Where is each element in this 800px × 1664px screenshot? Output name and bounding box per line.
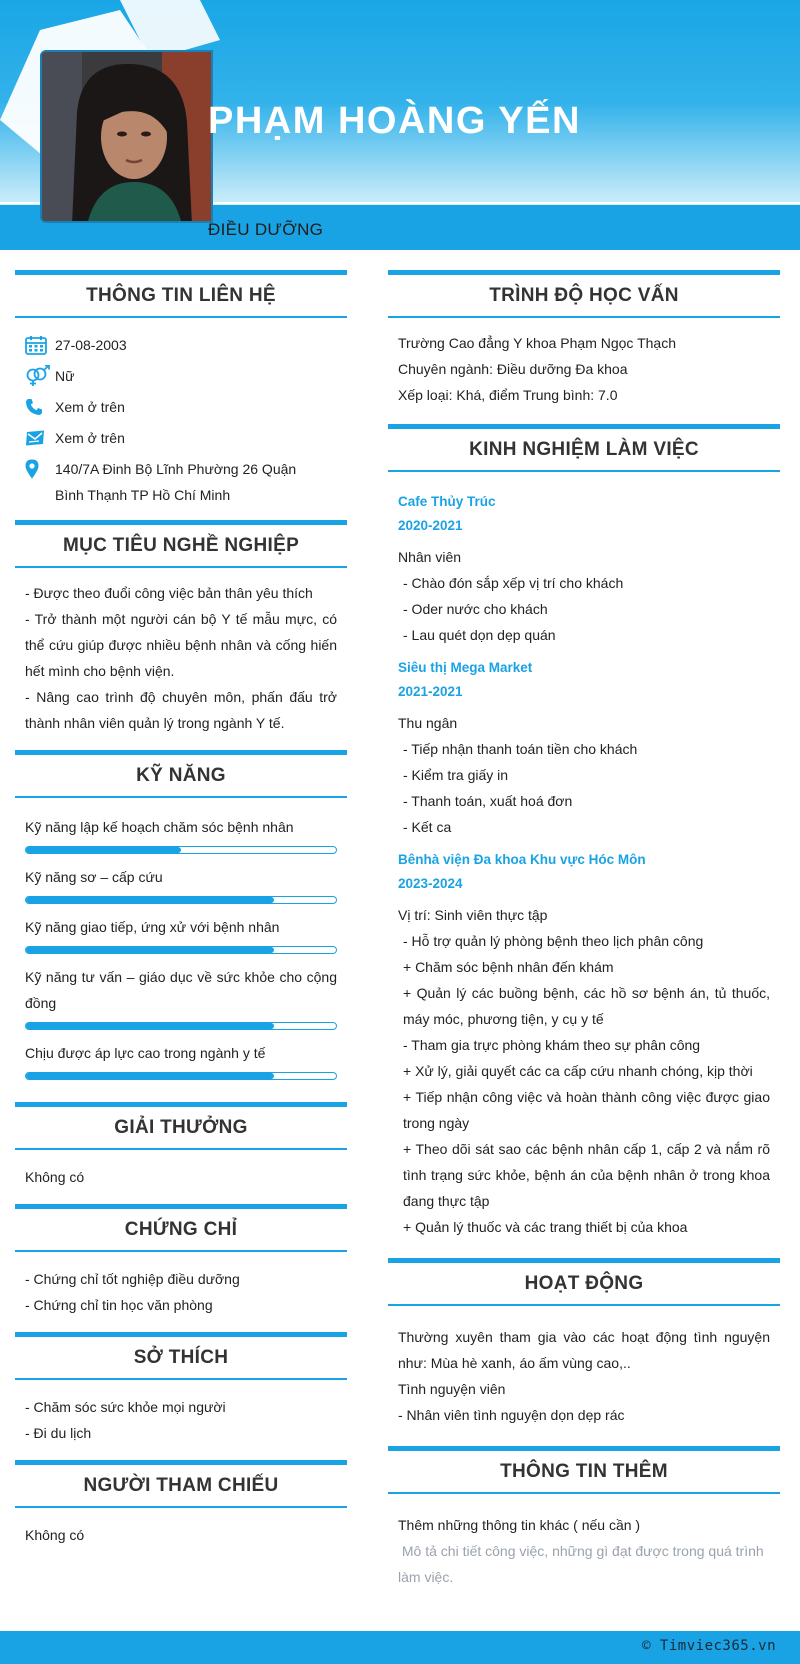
section-title: KỸ NĂNG bbox=[15, 750, 347, 798]
skill-label: Kỹ năng giao tiếp, ứng xử với bệnh nhân bbox=[25, 919, 280, 935]
birthday-value: 27-08-2003 bbox=[55, 337, 127, 353]
experience-duty: - Kiểm tra giấy in bbox=[403, 767, 509, 783]
additional-info-description: Mô tả chi tiết công việc, những gì đạt được trong quá trình làm việc. bbox=[398, 1543, 768, 1585]
section-title: THÔNG TIN THÊM bbox=[388, 1446, 780, 1494]
skills-section bbox=[15, 750, 347, 1102]
experience-duty: - Lau quét dọn dẹp quán bbox=[403, 627, 556, 643]
skill-item bbox=[25, 964, 337, 1030]
skill-label: Kỹ năng lập kế hoạch chăm sóc bệnh nhân bbox=[25, 819, 294, 835]
skill-level-fill bbox=[26, 897, 274, 903]
education-section bbox=[388, 270, 780, 424]
education-major: Chuyên ngành: Điều dưỡng Đa khoa bbox=[398, 361, 628, 377]
calendar-icon bbox=[25, 332, 55, 358]
candidate-name: PHẠM HOÀNG YẾN bbox=[208, 100, 581, 142]
phone-value: Xem ở trên bbox=[55, 399, 125, 415]
skill-level-fill bbox=[26, 847, 181, 853]
objective-section bbox=[15, 520, 347, 750]
contact-gender bbox=[25, 363, 337, 394]
location-pin-icon bbox=[25, 456, 55, 482]
experience-section bbox=[388, 424, 780, 1258]
skill-item bbox=[25, 914, 337, 954]
activities-section bbox=[388, 1258, 780, 1446]
address-line-2: Bình Thạnh TP Hồ Chí Minh bbox=[55, 487, 231, 503]
section-title: KINH NGHIỆM LÀM VIỆC bbox=[388, 424, 780, 472]
skill-label: Kỹ năng tư vấn – giáo dục về sức khỏe cho cộng đồng bbox=[25, 969, 337, 1011]
email-icon bbox=[25, 425, 55, 451]
section-title: CHỨNG CHỈ bbox=[15, 1204, 347, 1252]
footer-bar bbox=[0, 1631, 800, 1664]
experience-item bbox=[398, 848, 770, 1240]
experience-company: Bênhà viện Đa khoa Khu vực Hóc Môn bbox=[398, 852, 646, 867]
experience-duty: + Chăm sóc bệnh nhân đến khám bbox=[403, 959, 614, 975]
experience-role: Nhân viên bbox=[398, 549, 462, 565]
hobby-item: - Đi du lịch bbox=[25, 1425, 92, 1441]
section-title: GIẢI THƯỞNG bbox=[15, 1102, 347, 1150]
skill-level-bar bbox=[25, 1072, 337, 1080]
awards-section bbox=[15, 1102, 347, 1204]
experience-duty: - Kết ca bbox=[403, 819, 452, 835]
address-line-1: 140/7A Đinh Bộ Lĩnh Phường 26 Quận bbox=[55, 461, 297, 477]
references-section bbox=[15, 1460, 347, 1560]
skill-item bbox=[25, 814, 337, 854]
section-title: TRÌNH ĐỘ HỌC VẤN bbox=[388, 270, 780, 318]
section-title: THÔNG TIN LIÊN HỆ bbox=[15, 270, 347, 318]
contact-address bbox=[25, 456, 337, 508]
skill-level-bar bbox=[25, 946, 337, 954]
experience-period: 2020-2021 bbox=[398, 518, 463, 533]
skill-level-fill bbox=[26, 1023, 274, 1029]
contact-birthday bbox=[25, 332, 337, 363]
experience-duty: + Theo dõi sát sao các bệnh nhân cấp 1, cấp 2 và nắm rõ tình trạng sức khỏe, bệnh án của bệnh nhân ở trong khoa đang thực tập bbox=[403, 1141, 770, 1209]
experience-role: Vị trí: Sinh viên thực tập bbox=[398, 907, 548, 923]
experience-duty: + Tiếp nhận công việc và hoàn thành công việc được giao trong ngày bbox=[403, 1089, 770, 1131]
experience-company: Cafe Thủy Trúc bbox=[398, 494, 496, 509]
section-title: SỞ THÍCH bbox=[15, 1332, 347, 1380]
skill-item bbox=[25, 1040, 337, 1080]
contact-phone bbox=[25, 394, 337, 425]
activity-line: - Nhân viên tình nguyện dọn dẹp rác bbox=[398, 1407, 625, 1423]
footer-copyright: © Timviec365.vn bbox=[642, 1638, 776, 1654]
certificate-item: - Chứng chỉ tin học văn phòng bbox=[25, 1297, 213, 1313]
experience-duty: + Xử lý, giải quyết các ca cấp cứu nhanh chóng, kịp thời bbox=[403, 1063, 753, 1079]
skill-level-fill bbox=[26, 947, 274, 953]
activity-line: Thường xuyên tham gia vào các hoạt động tình nguyện như: Mùa hè xanh, áo ấm vùng cao,.. bbox=[398, 1329, 770, 1371]
section-title: HOẠT ĐỘNG bbox=[388, 1258, 780, 1306]
experience-duty: - Hỗ trợ quản lý phòng bệnh theo lịch phân công bbox=[403, 933, 704, 949]
skill-level-fill bbox=[26, 1073, 274, 1079]
references-text: Không có bbox=[25, 1527, 85, 1543]
skills-list bbox=[15, 798, 347, 1102]
experience-role: Thu ngân bbox=[398, 715, 458, 731]
experience-duty: + Quản lý thuốc và các trang thiết bị của khoa bbox=[403, 1219, 688, 1235]
additional-info-line: Thêm những thông tin khác ( nếu cần ) bbox=[398, 1517, 641, 1533]
job-title: ĐIỀU DƯỠNG bbox=[208, 220, 324, 239]
profile-photo bbox=[40, 50, 213, 223]
additional-info-section bbox=[388, 1446, 780, 1602]
experience-list bbox=[388, 472, 780, 1258]
cv-header bbox=[0, 0, 800, 250]
email-value: Xem ở trên bbox=[55, 430, 125, 446]
skill-level-bar bbox=[25, 1022, 337, 1030]
section-title: NGƯỜI THAM CHIẾU bbox=[15, 1460, 347, 1508]
experience-duty: - Chào đón sắp xếp vị trí cho khách bbox=[403, 575, 624, 591]
hobbies-section bbox=[15, 1332, 347, 1460]
education-grade: Xếp loại: Khá, điểm Trung bình: 7.0 bbox=[398, 387, 618, 403]
awards-text: Không có bbox=[25, 1169, 85, 1185]
gender-icon bbox=[25, 363, 55, 389]
experience-duty: + Quản lý các buồng bệnh, các hồ sơ bệnh án, tủ thuốc, máy móc, phương tiện, y cụ y tế bbox=[403, 985, 770, 1027]
skill-label: Kỹ năng sơ – cấp cứu bbox=[25, 869, 163, 885]
experience-duty: - Oder nước cho khách bbox=[403, 601, 548, 617]
certificates-section bbox=[15, 1204, 347, 1332]
certificate-item: - Chứng chỉ tốt nghiệp điều dưỡng bbox=[25, 1271, 240, 1287]
experience-item bbox=[398, 656, 770, 840]
skill-label: Chịu được áp lực cao trong ngành y tế bbox=[25, 1045, 266, 1061]
hobby-item: - Chăm sóc sức khỏe mọi người bbox=[25, 1399, 226, 1415]
experience-item bbox=[398, 490, 770, 648]
activity-line: Tình nguyện viên bbox=[398, 1381, 506, 1397]
right-column bbox=[388, 270, 780, 1602]
phone-icon bbox=[25, 394, 55, 420]
avatar-portrait-icon bbox=[42, 52, 213, 223]
skill-item bbox=[25, 864, 337, 904]
experience-company: Siêu thị Mega Market bbox=[398, 660, 533, 675]
contact-email bbox=[25, 425, 337, 456]
skill-level-bar bbox=[25, 896, 337, 904]
skill-level-bar bbox=[25, 846, 337, 854]
experience-period: 2023-2024 bbox=[398, 876, 463, 891]
section-title: MỤC TIÊU NGHỀ NGHIỆP bbox=[15, 520, 347, 568]
objective-text: - Được theo đuổi công việc bản thân yêu thích - Trở thành một người cán bộ Y tế mẫu mực, có thể cứu giúp được nhiều bệnh nhân và cống hiến hết mình cho bệnh viện. - Nâng cao trình độ chuyên môn, phấn đấu trở thành nhân viên quản lý trong ngành Y tế. bbox=[25, 585, 337, 731]
experience-duty: - Tiếp nhận thanh toán tiền cho khách bbox=[403, 741, 638, 757]
experience-duty: - Tham gia trực phòng khám theo sự phân công bbox=[403, 1037, 701, 1053]
experience-period: 2021-2021 bbox=[398, 684, 463, 699]
experience-duty: - Thanh toán, xuất hoá đơn bbox=[403, 793, 573, 809]
contact-section bbox=[15, 270, 347, 518]
left-column bbox=[15, 270, 347, 1560]
gender-value: Nữ bbox=[55, 368, 75, 384]
education-school: Trường Cao đẳng Y khoa Phạm Ngọc Thạch bbox=[398, 335, 676, 351]
